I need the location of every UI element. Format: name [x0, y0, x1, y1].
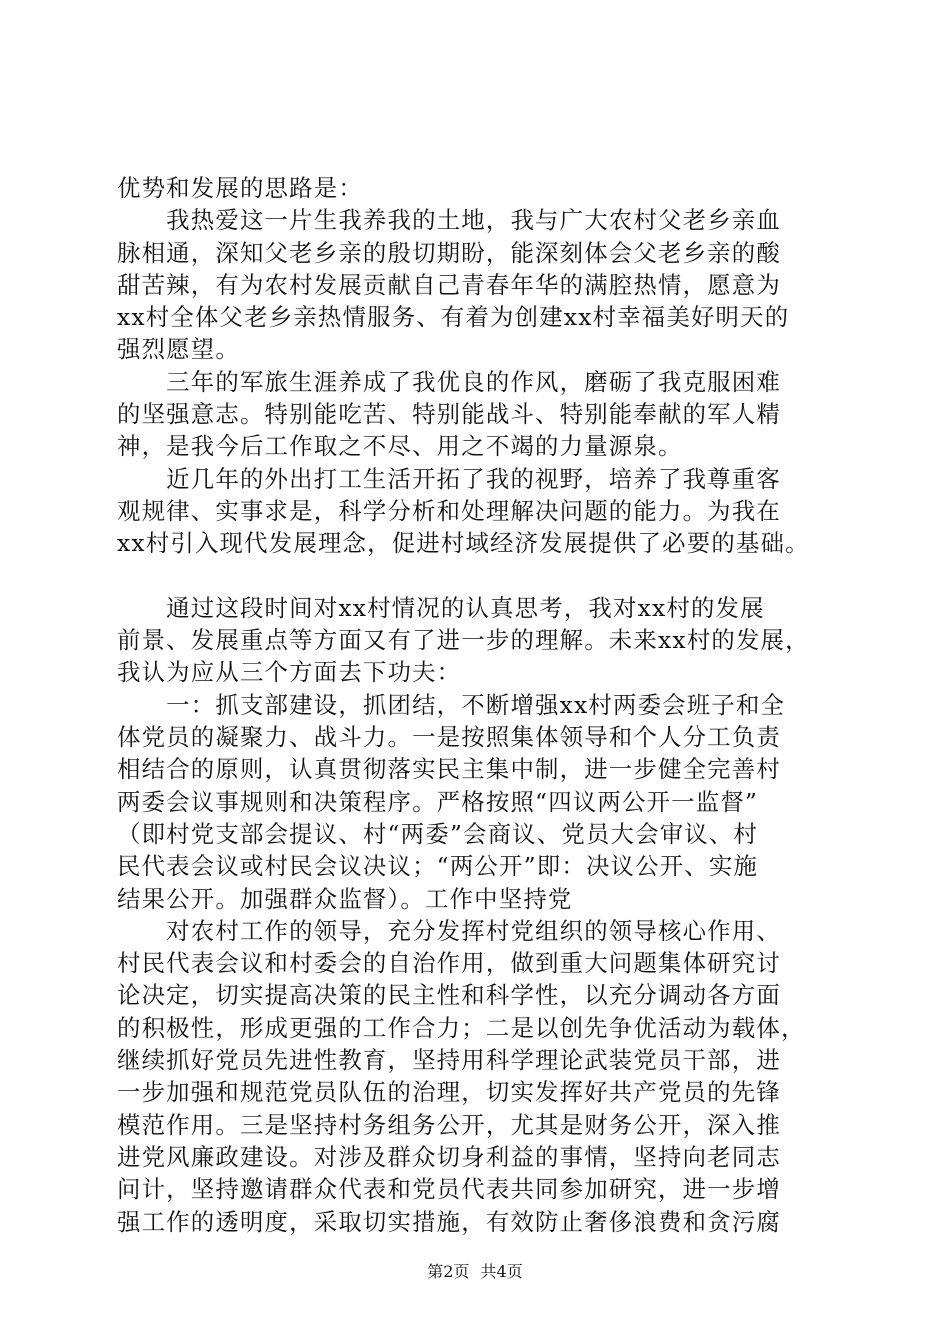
- text-line: （即村党支部会提议、村“两委”会商议、党员大会审议、村: [117, 819, 759, 848]
- text-line: xx村引入现代发展理念，促进村域经济发展提供了必要的基础。: [117, 529, 810, 558]
- blank-line: [117, 560, 842, 592]
- text-line: 对农村工作的领导，充分发挥村党组织的领导核心作用、: [117, 916, 781, 945]
- page-footer: [0, 1262, 950, 1282]
- page-number: 第2页: [427, 1262, 470, 1281]
- text-line: 神，是我今后工作取之不尽、用之不竭的力量源泉。: [117, 432, 683, 461]
- text-line: 两委会议事规则和决策程序。严格按照“四议两公开一监督”: [117, 787, 759, 816]
- text-line: 进党风廉政建设。对涉及群众切身利益的事情，坚持向老同志: [117, 1142, 781, 1171]
- text-line: 通过这段时间对xx村情况的认真思考，我对xx村的发展: [117, 593, 765, 622]
- text-line: 一步加强和规范党员队伍的治理，切实发挥好共产党员的先锋: [117, 1078, 781, 1107]
- text-line: 的积极性，形成更强的工作合力；二是以创先争优活动为载体，: [117, 1013, 806, 1042]
- text-line: 结果公开。加强群众监督）。工作中坚持党: [117, 884, 573, 913]
- text-line: 村民代表会议和村委会的自治作用，做到重大问题集体研究讨: [117, 949, 781, 978]
- text-line: 民代表会议或村民会议决议；“两公开”即：决议公开、实施: [117, 852, 759, 881]
- text-line: 继续抓好党员先进性教育，坚持用科学理论武装党员干部，进: [117, 1046, 781, 1075]
- text-line: 脉相通，深知父老乡亲的殷切期盼，能深刻体会父老乡亲的酸: [117, 238, 781, 267]
- document-body: [117, 172, 842, 1238]
- text-line: 三年的军旅生涯养成了我优良的作风，磨砺了我克服困难: [117, 367, 781, 396]
- page-total: 共4页: [480, 1262, 523, 1281]
- text-line: 我认为应从三个方面去下功夫：: [117, 658, 462, 687]
- text-line: 我热爱这一片生我养我的土地，我与广大农村父老乡亲血: [117, 206, 781, 235]
- text-line: 一：抓支部建设，抓团结，不断增强xx村两委会班子和全: [117, 690, 786, 719]
- text-line: 问计，坚持邀请群众代表和党员代表共同参加研究，进一步增: [117, 1175, 781, 1204]
- text-line: 模范作用。三是坚持村务组务公开，尤其是财务公开，深入推: [117, 1110, 781, 1139]
- text-line: 近几年的外出打工生活开拓了我的视野，培养了我尊重客: [117, 464, 781, 493]
- text-line: 体党员的凝聚力、战斗力。一是按照集体领导和个人分工负责: [117, 723, 781, 752]
- text-line: 相结合的原则，认真贯彻落实民主集中制，进一步健全完善村: [117, 755, 781, 784]
- text-line: xx村全体父老乡亲热情服务、有着为创建xx村幸福美好明天的: [117, 303, 790, 332]
- text-line: 强工作的透明度，采取切实措施，有效防止奢侈浪费和贪污腐: [117, 1207, 781, 1236]
- text-line: 优势和发展的思路是：: [117, 174, 363, 202]
- text-line: 观规律、实事求是，科学分析和处理解决问题的能力。为我在: [117, 496, 781, 525]
- text-line: 前景、发展重点等方面又有了进一步的理解。未来xx村的发展，: [117, 626, 810, 655]
- text-line: 的坚强意志。特别能吃苦、特别能战斗、特别能奉献的军人精: [117, 400, 781, 429]
- text-line: 强烈愿望。: [117, 335, 240, 364]
- text-line: 论决定，切实提高决策的民主性和科学性，以充分调动各方面: [117, 981, 781, 1010]
- text-line: 甜苦辣，有为农村发展贡献自己青春年华的满腔热情，愿意为: [117, 270, 781, 299]
